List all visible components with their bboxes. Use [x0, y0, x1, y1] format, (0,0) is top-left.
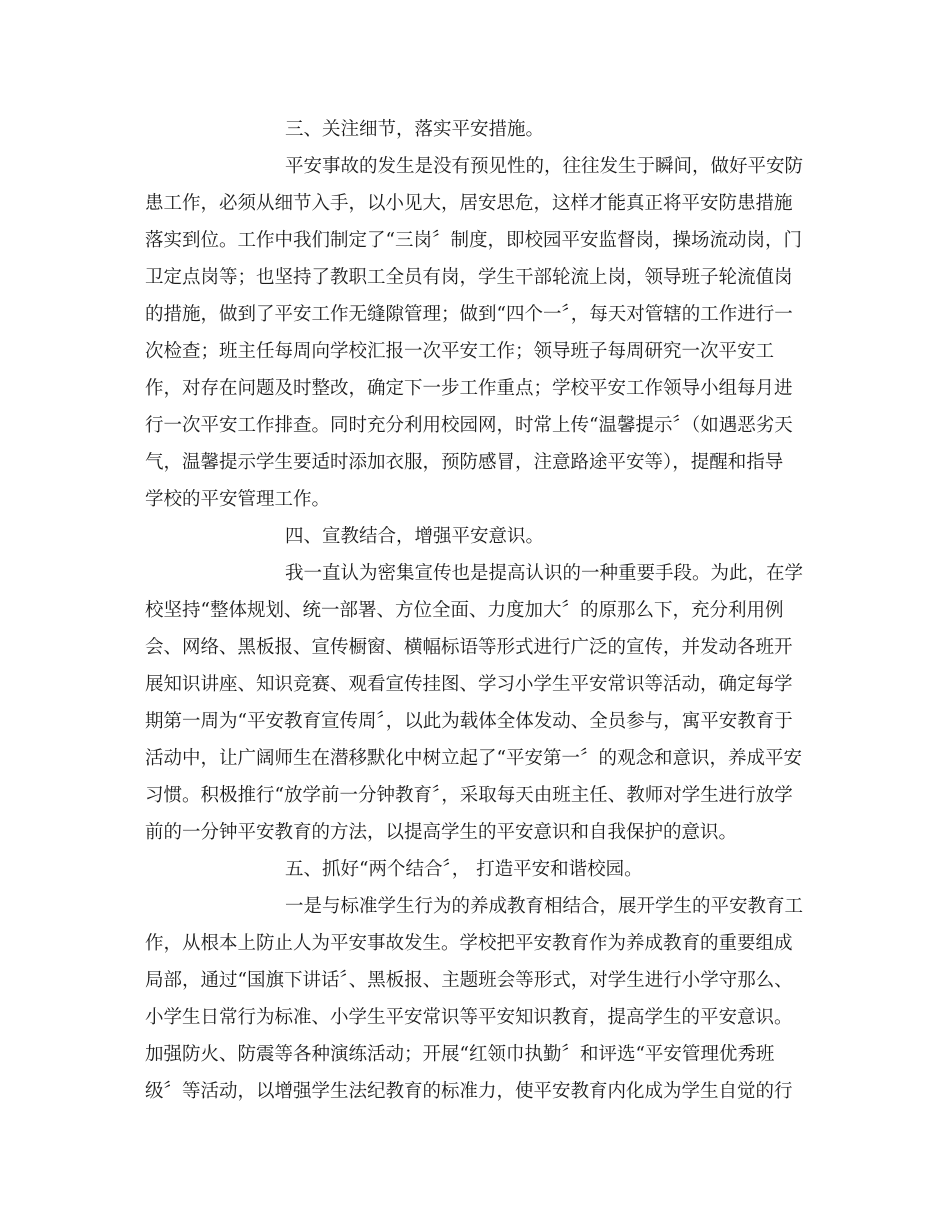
paragraph-line: 作，从根本上防止人为平安事故发生。学校把平安教育作为养成教育的重要组成 [145, 933, 793, 954]
paragraph-line: 次检查；班主任每周向学校汇报一次平安工作；领导班子每周研究一次平安工 [145, 341, 775, 362]
paragraph-line: 习惯。积极推行“放学前一分钟教育〞，采取每天由班主任、教师对学生进行放学 [145, 785, 793, 806]
paragraph-line: 落实到位。工作中我们制定了“三岗〞制度，即校园平安监督岗，操场流动岗，门 [145, 230, 802, 251]
paragraph-line: 加强防火、防震等各种演练活动；开展“红领巾执勤〞和评选“平安管理优秀班 [145, 1044, 775, 1065]
paragraph-line: 前的一分钟平安教育的方法，以提高学生的平安意识和自我保护的意识。 [145, 822, 738, 843]
section-heading-4: 四、宣教结合，增强平安意识。 [285, 526, 545, 547]
paragraph-line: 气，温馨提示学生要适时添加衣服，预防感冒，注意路途平安等），提醒和指导 [145, 452, 784, 473]
paragraph-line: 一是与标准学生行为的养成教育相结合，展开学生的平安教育工 [285, 896, 804, 917]
section-heading-5: 五、抓好“两个结合〞， 打造平安和谐校园。 [285, 859, 643, 880]
paragraph-line: 卫定点岗等；也坚持了教职工全员有岗，学生干部轮流上岗，领导班子轮流值岗 [145, 267, 793, 288]
paragraph-line: 会、网络、黑板报、宣传橱窗、横幅标语等形式进行广泛的宣传，并发动各班开 [145, 637, 793, 658]
paragraph-line: 的措施，做到了平安工作无缝隙管理；做到“四个一〞，每天对管辖的工作进行一 [145, 304, 793, 325]
paragraph-line: 行一次平安工作排查。同时充分利用校园网，时常上传“温馨提示〞（如遇恶劣天 [145, 415, 793, 436]
paragraph-line: 期第一周为“平安教育宣传周〞，以此为载体全体发动、全员参与，寓平安教育于 [145, 711, 793, 732]
paragraph-line: 局部，通过“国旗下讲话〞、黑板报、主题班会等形式，对学生进行小学守那么、 [145, 970, 793, 991]
section-heading-3: 三、关注细节，落实平安措施。 [285, 119, 545, 140]
paragraph-line: 展知识讲座、知识竞赛、观看宣传挂图、学习小学生平安常识等活动，确定每学 [145, 674, 793, 695]
paragraph-line: 小学生日常行为标准、小学生平安常识等平安知识教育，提高学生的平安意识。 [145, 1007, 793, 1028]
paragraph-line: 级〞等活动，以增强学生法纪教育的标准力，使平安教育内化成为学生自觉的行 [145, 1081, 793, 1102]
paragraph-line: 校坚持“整体规划、统一部署、方位全面、力度加大〞的原那么下，充分利用例 [145, 600, 784, 621]
paragraph-line: 活动中，让广阔师生在潜移默化中树立起了“平安第一〞的观念和意识，养成平安 [145, 748, 802, 769]
paragraph-line: 平安事故的发生是没有预见性的，往往发生于瞬间，做好平安防 [285, 156, 804, 177]
paragraph-line: 患工作，必须从细节入手，以小见大，居安思危，这样才能真正将平安防患措施 [145, 193, 793, 214]
paragraph-line: 我一直认为密集宣传也是提高认识的一种重要手段。为此，在学 [285, 563, 804, 584]
paragraph-line: 学校的平安管理工作。 [145, 489, 331, 510]
paragraph-line: 作，对存在问题及时整改，确定下一步工作重点；学校平安工作领导小组每月进 [145, 378, 793, 399]
